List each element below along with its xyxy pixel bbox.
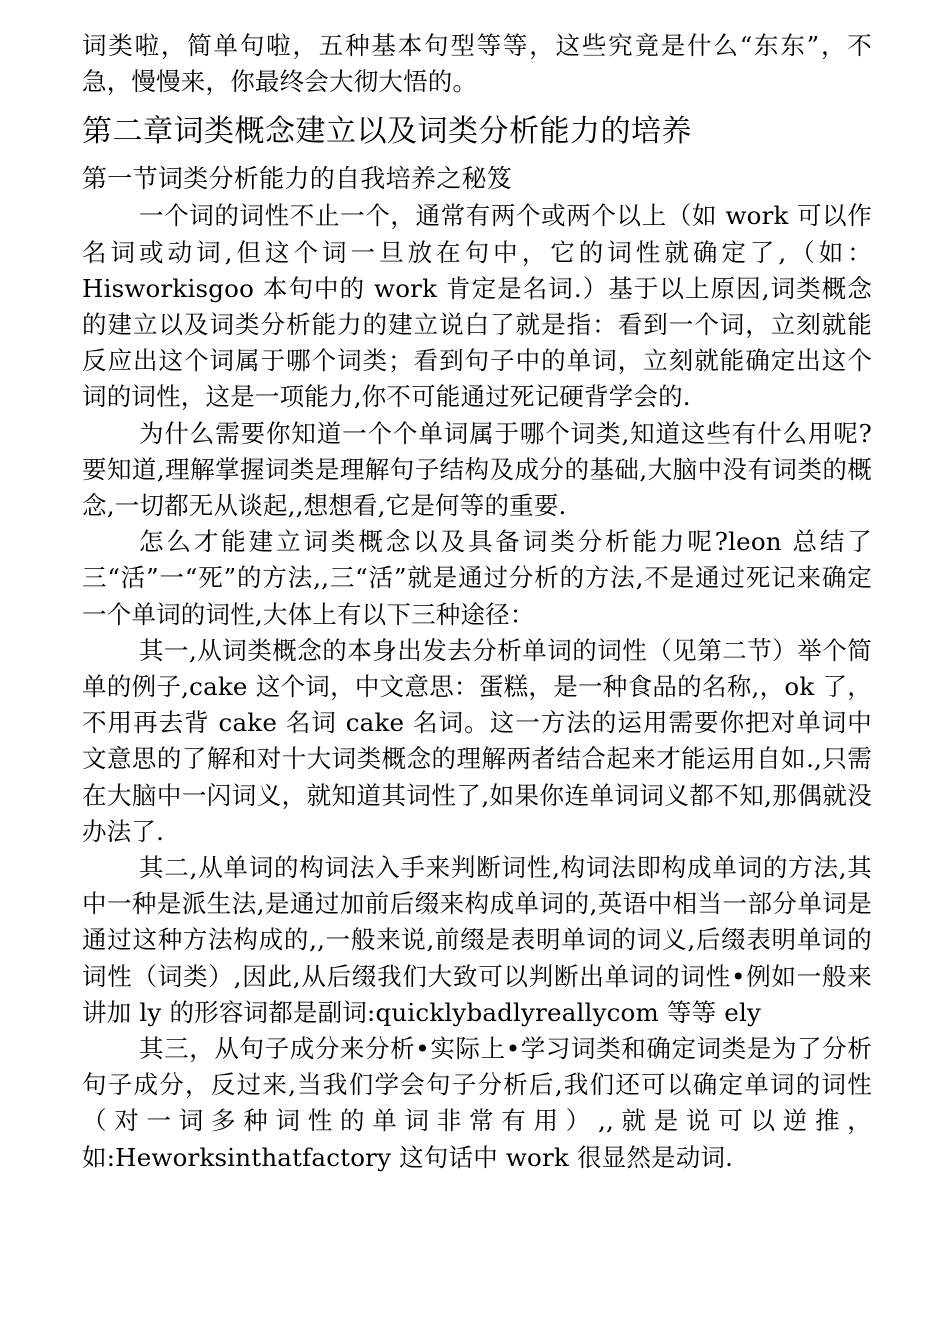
document-page (82, 28, 872, 1176)
intro-paragraph: 词类啦，简单句啦，五种基本句型等等，这些究竟是什么“东东”，不急，慢慢来，你最终会大彻大悟的。 (82, 31, 872, 97)
chapter-title: 第二章词类概念建立以及词类分析能力的培养 (82, 114, 692, 150)
body-paragraph-1: 一个词的词性不止一个，通常有两个或两个以上（如 work 可以作名词或动词,但这个词一旦放在句中，它的词性就确定了,（如：Hisworkisgoo 本句中的 work 肯定是名词.）基于以上原因,词类概念的建立以及词类分析能力的建立说白了就是指：看到一个词，立刻就能反应出这个词属于哪个词类；看到句子中的单词，立刻就能确定出这个词的词性，这是一项能力,你不可能通过死记硬背学会的. (82, 201, 872, 412)
body-paragraph-3: 怎么才能建立词类概念以及具备词类分析能力呢?leon 总结了三“活”一“死”的方法,,三“活”就是通过分析的方法,不是通过死记来确定一个单词的词性,大体上有以下三种途径： (82, 527, 872, 629)
body-paragraph-6: 其三，从句子成分来分析•实际上•学习词类和确定词类是为了分析句子成分，反过来,当我们学会句子分析后,我们还可以确定单词的词性（对一词多种词性的单词非常有用）,,就是说可以逆推，如:Heworksinthatfactory 这句话中 work 很显然是动词. (82, 1034, 872, 1172)
body-paragraph-2: 为什么需要你知道一个个单词属于哪个词类,知道这些有什么用呢?要知道,理解掌握词类是理解句子结构及成分的基础,大脑中没有词类的概念,一切都无从谈起,,想想看,它是何等的重要. (82, 418, 872, 521)
section-title: 第一节词类分析能力的自我培养之秘笈 (82, 164, 513, 194)
body-paragraph-4: 其一,从词类概念的本身出发去分析单词的词性（见第二节）举个简单的例子,cake 这个词，中文意思：蛋糕，是一种食品的名称,，ok 了，不用再去背 cake 名词 cake 名词。这一方法的运用需要你把对单词中文意思的了解和对十大词类概念的理解两者结合起来才能运用自如.,只需在大脑中一闪词义，就知道其词性了,如果你连单词词义都不知,那偶就没办法了. (82, 635, 872, 846)
body-paragraph-5: 其二,从单词的构词法入手来判断词性,构词法即构成单词的方法,其中一种是派生法,是通过加前后缀来构成单词的,英语中相当一部分单词是通过这种方法构成的,,一般来说,前缀是表明单词的词义,后缀表明单词的词性（词类）,因此,从后缀我们大致可以判断出单词的词性•例如一般来讲加 ly 的形容词都是副词:quicklybadlyreallycom 等等 ely (82, 853, 872, 1027)
